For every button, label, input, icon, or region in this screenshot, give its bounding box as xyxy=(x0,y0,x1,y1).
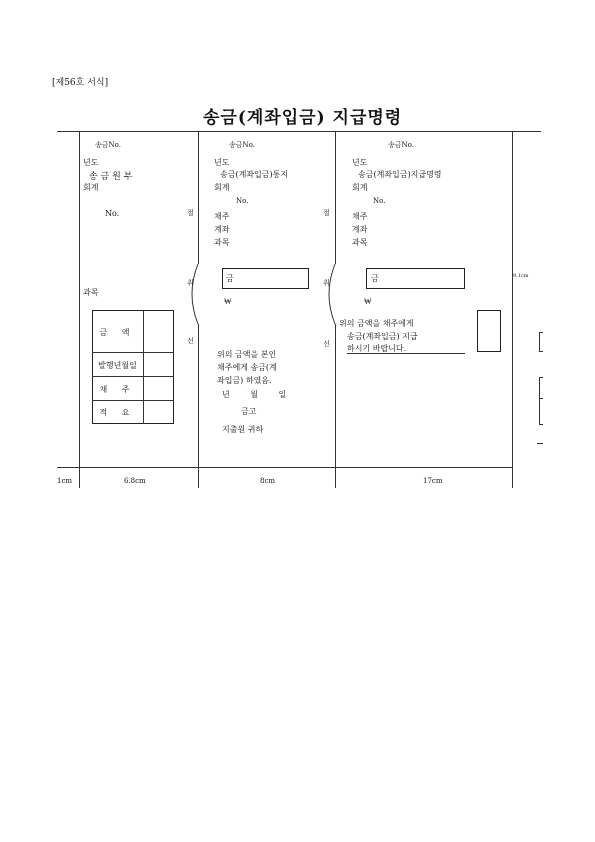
p1-remit-no: 송금No. xyxy=(95,141,121,149)
cut-mark-b2: 취 xyxy=(323,279,330,287)
p1-table-row-divider-1 xyxy=(92,352,174,353)
right-edge-tick-2 xyxy=(539,351,543,352)
p1-name: 송 금 원 부 xyxy=(89,172,133,182)
p2-amount-label: 금 xyxy=(226,274,234,283)
p3-acct: 계좌 xyxy=(352,225,368,234)
right-dim-label: 9.1cm xyxy=(513,273,529,279)
p3-subject: 과목 xyxy=(352,238,368,247)
p2-payer: 지출원 귀하 xyxy=(222,425,264,434)
cut-curve-1 xyxy=(186,262,210,326)
right-edge-tick-1 xyxy=(539,332,543,333)
p2-year: 년도 xyxy=(214,158,230,167)
p2-subject: 과목 xyxy=(214,238,230,247)
divider-2 xyxy=(335,131,336,264)
p3-underline xyxy=(347,353,465,354)
cut-mark-a1: 절 xyxy=(187,209,194,217)
right-edge-tick-4 xyxy=(539,398,543,399)
p3-remit-no: 송금No. xyxy=(388,141,414,149)
p3-msg1: 위의 금액을 채주에게 xyxy=(339,319,414,328)
bottom-dim-4: 17cm xyxy=(423,477,443,485)
p3-amount-box[interactable] xyxy=(366,268,465,289)
p3-msg2: 송금(계좌입금) 지급 xyxy=(347,332,418,341)
cut-mark-b3: 선 xyxy=(323,340,330,348)
p1-table-col-divider xyxy=(143,310,144,424)
p3-msg3: 하시기 바랍니다. xyxy=(347,344,407,353)
page-title: 송금(계좌입금) 지급명령 xyxy=(203,108,403,128)
p2-won: ₩ xyxy=(224,297,232,306)
bottom-dim-3: 8cm xyxy=(260,477,276,485)
right-edge-mark-1 xyxy=(539,332,540,352)
p1-table-remarks: 적 요 xyxy=(99,408,136,417)
bottom-dim-2: 6.8cm xyxy=(124,477,146,485)
p3-amount-label: 금 xyxy=(371,274,379,283)
divider-1 xyxy=(198,131,199,264)
divider-2b xyxy=(335,324,336,488)
right-edge-tick-5 xyxy=(539,424,543,425)
form-code: [제56호 서식] xyxy=(52,78,109,88)
p1-table-amount: 금 액 xyxy=(99,328,136,337)
frame-top-line xyxy=(57,131,541,132)
p2-account: 회계 xyxy=(214,183,230,192)
p1-account: 회계 xyxy=(83,183,99,192)
cut-mark-a3: 선 xyxy=(187,337,194,345)
p3-name: 송금(계좌입금)지급명령 xyxy=(358,170,442,179)
p2-date: 년 월 일 xyxy=(222,390,287,399)
p2-creditor: 채주 xyxy=(214,212,230,221)
bottom-dim-1: 1cm xyxy=(57,477,73,485)
p1-subject: 과목 xyxy=(83,288,99,297)
frame-left-line xyxy=(79,131,80,488)
p1-table-row-divider-2 xyxy=(92,376,174,377)
p2-msg3: 좌입금) 하였음. xyxy=(217,376,272,385)
right-edge-tick-6 xyxy=(537,443,543,444)
p3-won: ₩ xyxy=(364,297,372,306)
p2-acct: 계좌 xyxy=(214,225,230,234)
p3-stamp-box xyxy=(477,310,501,352)
p2-name: 송금(계좌입금)통지 xyxy=(220,170,289,179)
cut-mark-b1: 절 xyxy=(323,209,330,217)
cut-mark-a2: 취 xyxy=(187,279,194,287)
p2-msg1: 위의 금액을 본인 xyxy=(217,350,277,359)
p2-remit-no: 송금No. xyxy=(229,141,255,149)
p2-amount-box[interactable] xyxy=(222,268,309,289)
p3-year: 년도 xyxy=(352,158,368,167)
right-edge-mark-2 xyxy=(539,377,540,424)
p2-bank: 금고 xyxy=(241,407,257,416)
p1-table-row-divider-3 xyxy=(92,400,174,401)
p3-account: 회계 xyxy=(352,183,368,192)
divider-1b xyxy=(198,324,199,488)
frame-bottom-line xyxy=(57,467,512,468)
right-edge-tick-3 xyxy=(539,377,543,378)
p2-no: No. xyxy=(236,197,249,205)
p1-no: No. xyxy=(105,209,120,218)
p2-msg2: 채주에게 송금(계 xyxy=(217,363,277,372)
divider-3 xyxy=(512,131,513,488)
p1-table-creditor: 채 주 xyxy=(99,385,136,394)
p3-no: No. xyxy=(373,197,386,205)
p1-table-issue-date: 발행년월일 xyxy=(98,361,137,370)
cut-curve-2 xyxy=(323,262,347,326)
p3-creditor: 채주 xyxy=(352,212,368,221)
p1-year: 년도 xyxy=(83,158,99,167)
